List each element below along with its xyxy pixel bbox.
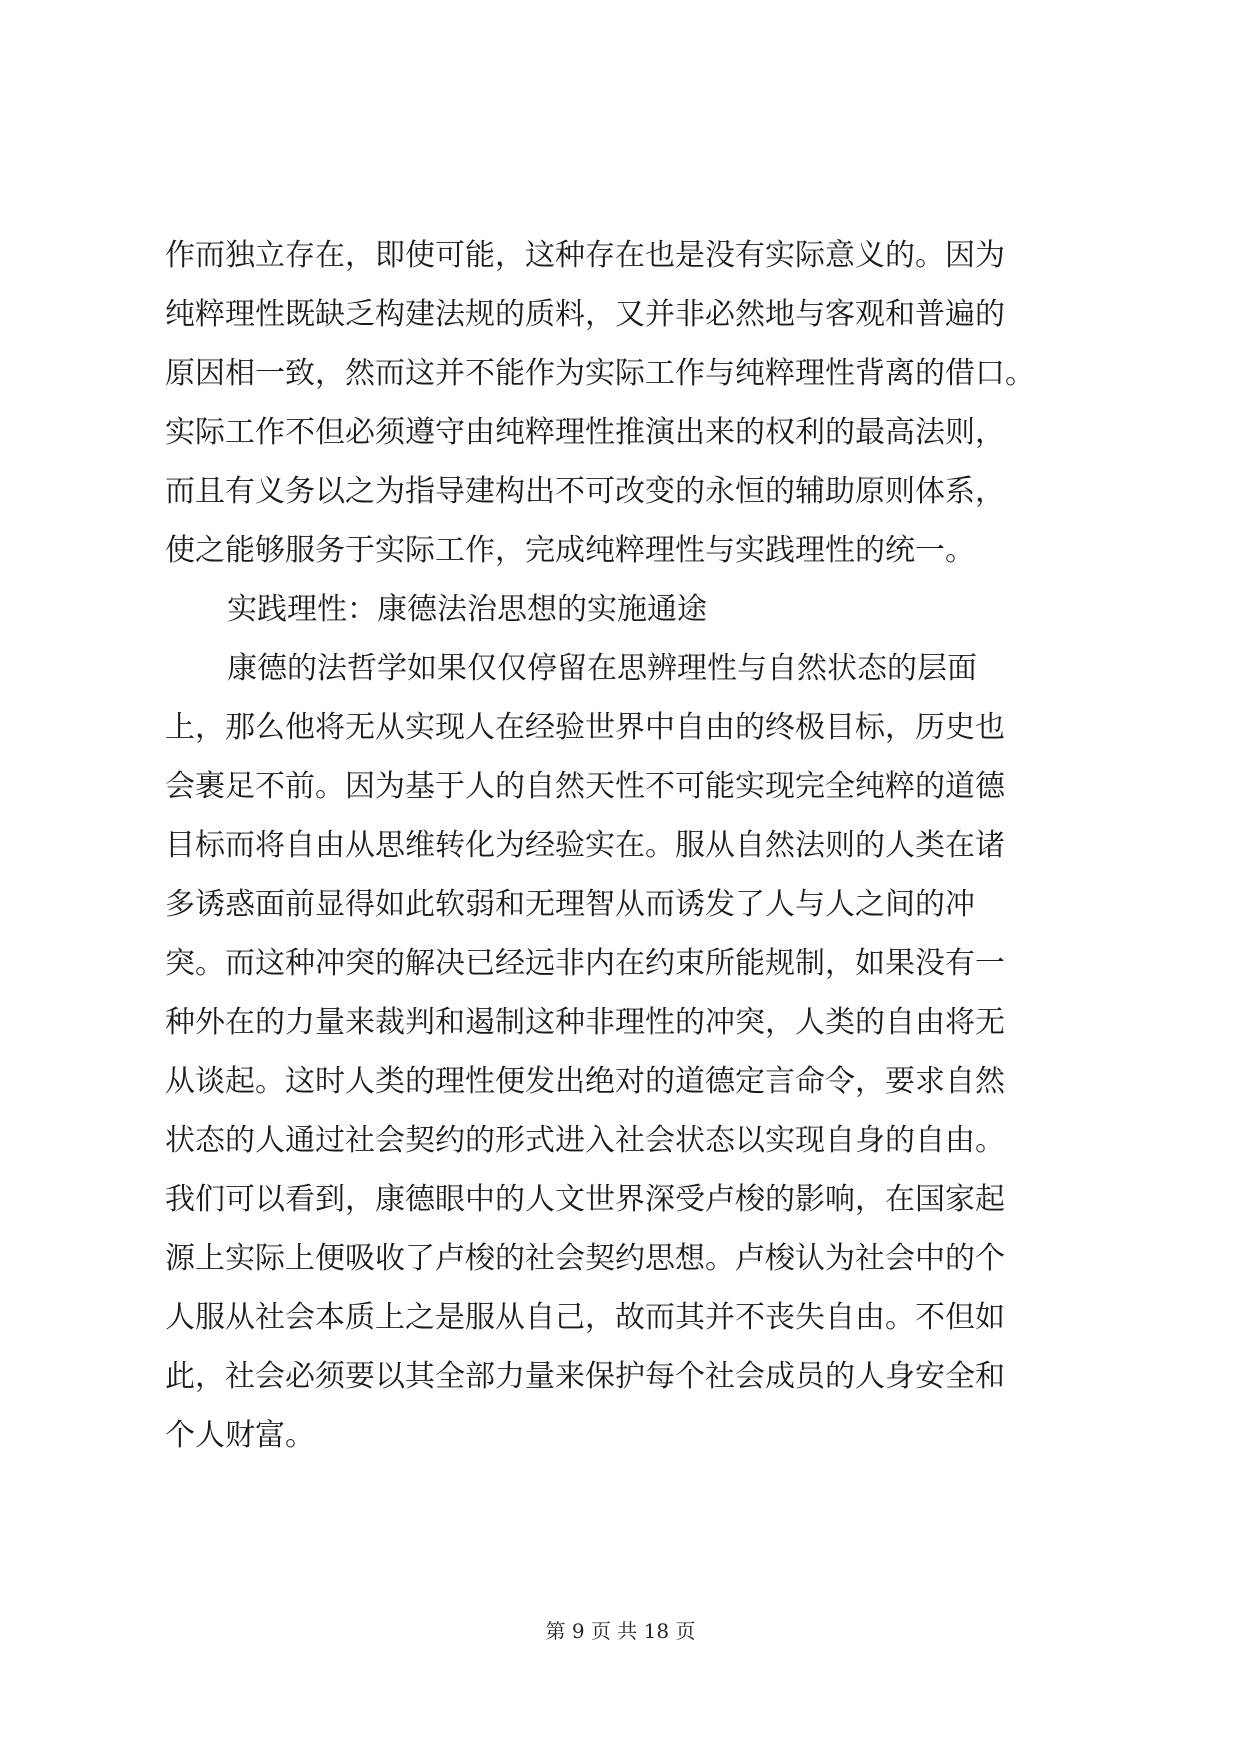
text-line: 从谈起。这时人类的理性便发出绝对的道德定言命令，要求自然 bbox=[165, 1064, 1005, 1099]
text-line: 个人财富。 bbox=[165, 1418, 315, 1453]
text-line: 会裹足不前。因为基于人的自然天性不可能实现完全纯粹的道德 bbox=[165, 769, 1005, 804]
text-line: 实践理性：康德法治思想的实施通途 bbox=[227, 592, 707, 627]
text-line: 目标而将自由从思维转化为经验实在。服从自然法则的人类在诸 bbox=[165, 828, 1005, 863]
text-line: 源上实际上便吸收了卢梭的社会契约思想。卢梭认为社会中的个 bbox=[165, 1241, 1005, 1276]
body-text bbox=[165, 226, 1125, 1465]
text-line: 而且有义务以之为指导建构出不可改变的永恒的辅助原则体系， bbox=[165, 474, 1005, 509]
text-line: 使之能够服务于实际工作，完成纯粹理性与实践理性的统一。 bbox=[165, 533, 975, 568]
text-line: 原因相一致，然而这并不能作为实际工作与纯粹理性背离的借口。 bbox=[165, 356, 1035, 391]
text-line: 状态的人通过社会契约的形式进入社会状态以实现自身的自由。 bbox=[165, 1123, 1005, 1158]
text-line: 纯粹理性既缺乏构建法规的质料，又并非必然地与客观和普遍的 bbox=[165, 297, 1005, 332]
page-footer: 第 9 页 共 18 页 bbox=[545, 1619, 696, 1643]
text-line: 作而独立存在，即使可能，这种存在也是没有实际意义的。因为 bbox=[165, 238, 1005, 273]
text-line: 突。而这种冲突的解决已经远非内在约束所能规制，如果没有一 bbox=[165, 946, 1005, 981]
text-line: 多诱惑面前显得如此软弱和无理智从而诱发了人与人之间的冲 bbox=[165, 887, 975, 922]
text-line: 康德的法哲学如果仅仅停留在思辨理性与自然状态的层面 bbox=[227, 651, 977, 686]
text-line: 种外在的力量来裁判和遏制这种非理性的冲突，人类的自由将无 bbox=[165, 1005, 1005, 1040]
text-line: 实际工作不但必须遵守由纯粹理性推演出来的权利的最高法则， bbox=[165, 415, 1005, 450]
text-line: 此，社会必须要以其全部力量来保护每个社会成员的人身安全和 bbox=[165, 1359, 1005, 1394]
text-line: 人服从社会本质上之是服从自己，故而其并不丧失自由。不但如 bbox=[165, 1300, 1005, 1335]
text-line: 上，那么他将无从实现人在经验世界中自由的终极目标，历史也 bbox=[165, 710, 1005, 745]
text-line: 我们可以看到，康德眼中的人文世界深受卢梭的影响，在国家起 bbox=[165, 1182, 1005, 1217]
